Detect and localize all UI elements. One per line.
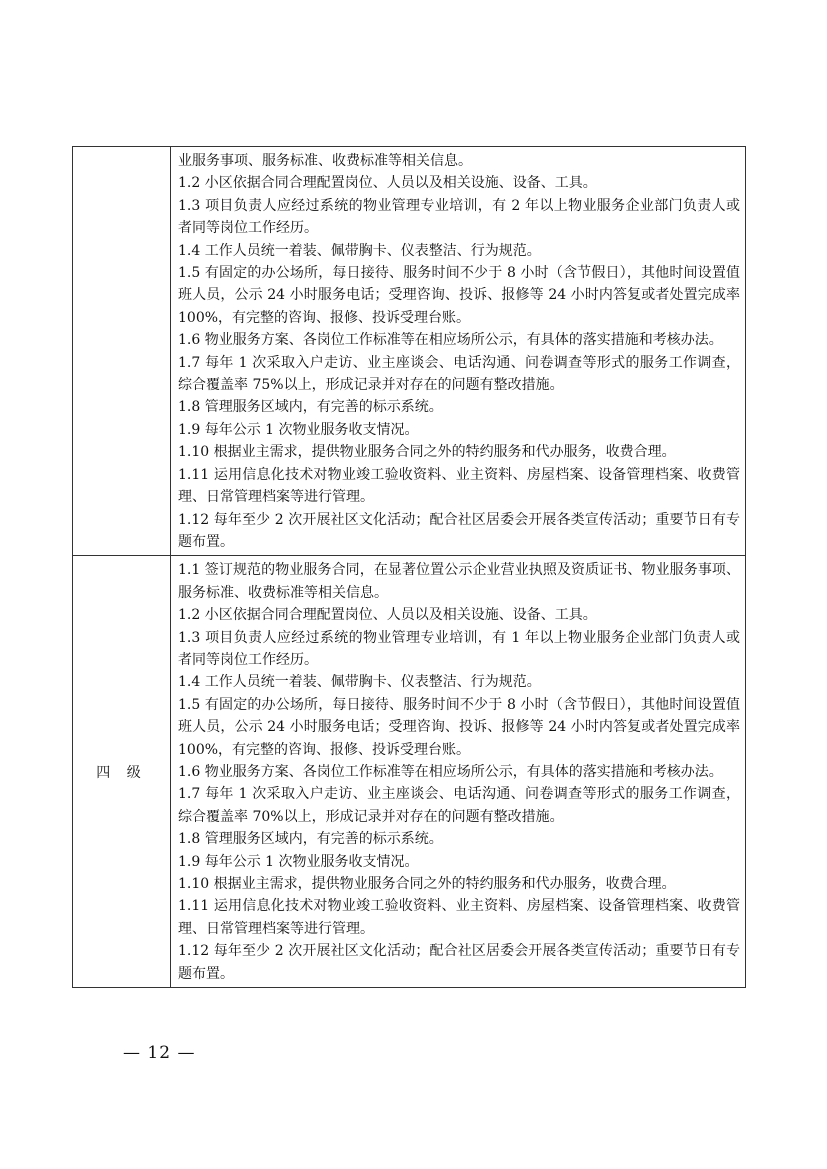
- requirement-item: 1.6 物业服务方案、各岗位工作标准等在相应场所公示，有具体的落实措施和考核办法。: [178, 332, 723, 349]
- table-row: [73, 556, 746, 988]
- requirement-item: 1.10 根据业主需求，提供物业服务合同之外的特约服务和代办服务，收费合理。: [178, 876, 676, 892]
- requirement-item: 1.7 每年 1 次采取入户走访、业主座谈会、电话沟通、问卷调查等形式的服务工作调查，综合覆盖率 75%以上，形成记录并对存在的问题有整改措施。: [178, 354, 740, 394]
- requirement-item: 1.4 工作人员统一着装、佩带胸卡、仪表整洁、行为规范。: [178, 674, 541, 691]
- requirement-item: 1.1 签订规范的物业服务合同，在显著位置公示企业营业执照及资质证书、物业服务事项、服务标准、收费标准等相关信息。: [178, 562, 740, 601]
- requirement-item: 1.5 有固定的办公场所，每日接待、服务时间不少于 8 小时（含节假日），其他时间设置值班人员，公示 24 小时服务电话；受理咨询、投诉、报修等 24 小时内答复或者处置完成率 100%，有完整的咨询、报修、投诉受理台账。: [178, 696, 740, 758]
- level-cell: 四 级: [73, 556, 171, 988]
- requirement-item: 业服务事项、服务标准、收费标准等相关信息。: [178, 153, 472, 169]
- table-row: [73, 147, 746, 556]
- requirement-item: 1.12 每年至少 2 次开展社区文化活动；配合社区居委会开展各类宣传活动；重要节日有专题布置。: [178, 943, 740, 982]
- requirement-item: 1.3 项目负责人应经过系统的物业管理专业培训，有 2 年以上物业服务企业部门负责人或者同等岗位工作经历。: [178, 197, 740, 237]
- requirement-item: 1.8 管理服务区域内，有完善的标示系统。: [178, 399, 443, 416]
- standards-table-body: [73, 147, 746, 988]
- requirement-item: 1.3 项目负责人应经过系统的物业管理专业培训，有 1 年以上物业服务企业部门负责人或者同等岗位工作经历。: [178, 629, 740, 668]
- requirement-item: 1.5 有固定的办公场所，每日接待、服务时间不少于 8 小时（含节假日），其他时间设置值班人员，公示 24 小时服务电话；受理咨询、投诉、报修等 24 小时内答复或者处置完成率 100%，有完整的咨询、报修、投诉受理台账。: [178, 265, 740, 326]
- requirements-cell: [171, 556, 746, 988]
- requirement-item: 1.2 小区依据合同合理配置岗位、人员以及相关设施、设备、工具。: [178, 607, 597, 624]
- requirement-item: 1.12 每年至少 2 次开展社区文化活动；配合社区居委会开展各类宣传活动；重要节日有专题布置。: [178, 511, 740, 550]
- requirement-item: 1.10 根据业主需求，提供物业服务合同之外的特约服务和代办服务，收费合理。: [178, 444, 676, 461]
- page-number: — 12 —: [123, 1043, 196, 1063]
- requirement-item: 1.4 工作人员统一着装、佩带胸卡、仪表整洁、行为规范。: [178, 242, 541, 259]
- requirement-item: 1.11 运用信息化技术对物业竣工验收资料、业主资料、房屋档案、设备管理档案、收费管理、日常管理档案等进行管理。: [178, 466, 740, 506]
- level-cell: [73, 147, 171, 556]
- requirement-item: 1.11 运用信息化技术对物业竣工验收资料、业主资料、房屋档案、设备管理档案、收费管理、日常管理档案等进行管理。: [178, 898, 740, 937]
- requirement-item: 1.6 物业服务方案、各岗位工作标准等在相应场所公示，有具体的落实措施和考核办法。: [178, 763, 723, 780]
- standards-table: [72, 146, 746, 988]
- requirement-item: 1.7 每年 1 次采取入户走访、业主座谈会、电话沟通、问卷调查等形式的服务工作调查，综合覆盖率 70%以上，形成记录并对存在的问题有整改措施。: [178, 786, 740, 825]
- requirement-item: 1.8 管理服务区域内，有完善的标示系统。: [178, 831, 443, 848]
- requirements-cell: [171, 147, 746, 556]
- requirement-item: 1.2 小区依据合同合理配置岗位、人员以及相关设施、设备、工具。: [178, 175, 597, 192]
- requirement-item: 1.9 每年公示 1 次物业服务收支情况。: [178, 853, 419, 870]
- requirement-item: 1.9 每年公示 1 次物业服务收支情况。: [178, 421, 419, 438]
